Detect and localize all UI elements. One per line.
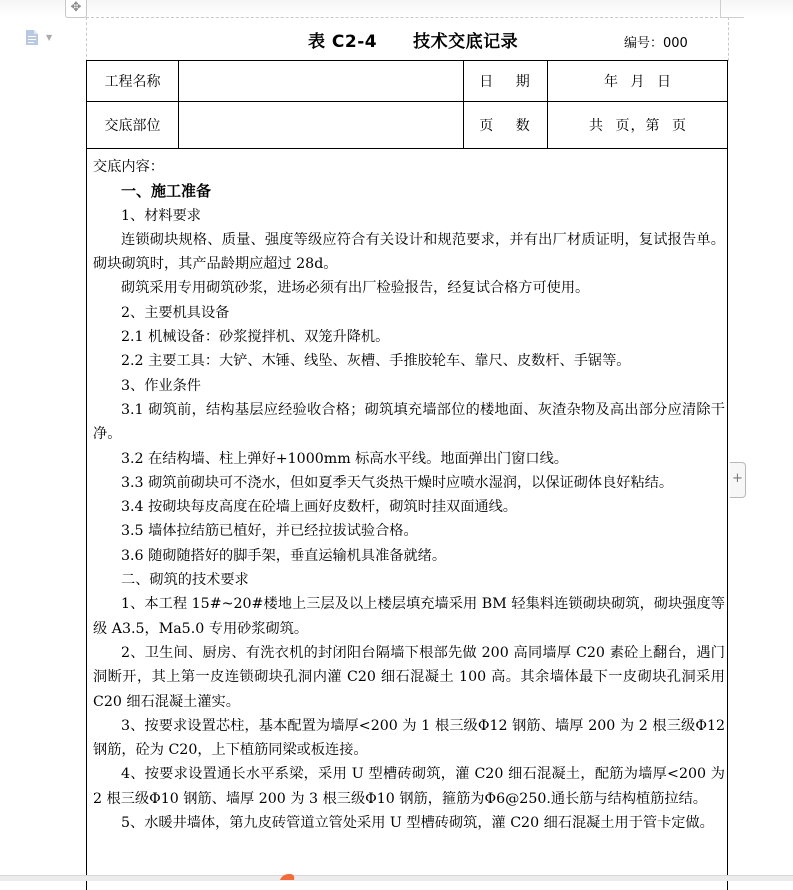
move-arrows-icon[interactable]: ✥ (65, 0, 87, 18)
form-row-project (87, 61, 727, 102)
content-lead: 交底内容： (93, 159, 164, 175)
paragraph: 2.1 机械设备：砂浆搅拌机、双笼升降机。 (121, 329, 390, 346)
paragraph: 3.4 按砌块每皮高度在砼墙上画好皮数杆，砌筑时挂双面通线。 (121, 499, 517, 516)
page-corner-mark (720, 0, 721, 17)
disclosure-location-field[interactable] (179, 102, 464, 148)
project-name-field[interactable] (179, 61, 464, 101)
disclosure-location-label: 交底部位 (87, 102, 179, 148)
page-margin-guide (86, 17, 87, 62)
paragraph: 4、按要求设置通长水平系梁，采用 U 型槽砖砌筑，灌 C20 细石混凝土，配筋为墙厚<200 为 2 根三级Φ10 钢筋、墙厚 200 为 3 根三级Φ10 钢筋，箍筋为Φ6@250.通长筋与结构植筋拉结。 (93, 766, 725, 807)
paragraph: 2、主要机具设备 (121, 304, 230, 321)
paragraph: 3、按要求设置芯柱，基本配置为墙厚<200 为 1 根三级Φ12 钢筋、墙厚 200 为 2 根三级Φ12 钢筋，砼为 C20，上下植筋同梁或板连接。 (93, 717, 725, 759)
floating-widget-edge[interactable] (280, 874, 296, 880)
paragraph: 连锁砌块规格、质量、强度等级应符合有关设计和规范要求，并有出厂材质证明，复试报告单。砌块砌筑时，其产品龄期应超过 28d。 (93, 231, 725, 273)
bottom-toolbar-edge (0, 875, 793, 881)
document-icon[interactable] (26, 30, 38, 45)
paragraph: 3.1 砌筑前，结构基层应经验收合格；砌筑填充墙部位的楼地面、灰渣杂物及高出部分应清除干净。 (93, 401, 725, 443)
table-code: 表 C2-4 (308, 32, 378, 52)
top-ruler-area (0, 0, 793, 17)
page-title (308, 27, 518, 52)
add-row-button[interactable] (730, 462, 746, 498)
paragraph: 3、作业条件 (121, 377, 201, 394)
paragraph: 1、材料要求 (121, 207, 201, 224)
paragraph: 1、本工程 15#~20#楼地上三层及以上楼层填充墙采用 BM 轻集料连锁砌块砌筑，砌块强度等级 A3.5，Ma5.0 专用砂浆砌筑。 (93, 596, 725, 637)
paragraph: 3.3 砌筑前砌块可不浇水，但如夏季天气炎热干燥时应喷水湿润，以保证砌体良好粘结。 (121, 474, 674, 491)
paragraph: 2、卫生间、厨房、有洗衣机的封闭阳台隔墙下根部先做 200 高同墙厚 C20 素砼上翻台，遇门洞断开，其上第一皮连锁砌块孔洞内灌 C20 细石混凝土 100 高。其余墙体最下一皮砌块孔洞采用 C20 细石混凝土灌实。 (93, 644, 725, 710)
page-count-label: 页 数 (464, 102, 548, 148)
page-margin-guide (86, 17, 728, 18)
paragraph: 3.2 在结构墙、柱上弹好+1000mm 标高水平线。地面弹出门窗口线。 (121, 450, 568, 467)
paragraph: 2.2 主要工具：大铲、木锤、线坠、灰槽、手推胶轮车、靠尺、皮数杆、手锯等。 (121, 353, 631, 370)
project-name-label: 工程名称 (87, 61, 179, 101)
paragraph: 3.6 随砌随搭好的脚手架，垂直运输机具准备就绪。 (121, 547, 447, 564)
title-text: 技术交底记录 (413, 32, 519, 52)
page-corner-mark (720, 17, 744, 18)
paragraph: 3.5 墙体拉结筋已植好，并已经拉拔试验合格。 (121, 523, 418, 540)
serial-number (624, 32, 688, 51)
serial-label: 编号： (624, 36, 664, 51)
chevron-down-icon[interactable]: ▼ (46, 33, 53, 42)
form-row-location (87, 102, 727, 149)
page-count-field[interactable]: 共 页，第 页 (589, 118, 687, 134)
paragraph: 5、水暖井墙体，第九皮砖管道立管处采用 U 型槽砖砌筑，灌 C20 细石混凝土用于管卡定做。 (121, 815, 714, 832)
disclosure-content[interactable] (93, 155, 725, 835)
paragraph: 砌筑采用专用砌筑砂浆，进场必须有出厂检验报告，经复试合格方可使用。 (121, 280, 590, 297)
plus-icon: + (732, 471, 743, 486)
section-heading: 一、施工准备 (121, 182, 212, 201)
serial-value: 000 (663, 36, 688, 51)
date-field[interactable]: 年 月 日 (604, 74, 672, 90)
paragraph: 二、砌筑的技术要求 (121, 572, 249, 589)
date-label: 日 期 (464, 61, 548, 101)
disclosure-form-table (86, 60, 728, 890)
page-margin-guide (728, 17, 729, 61)
